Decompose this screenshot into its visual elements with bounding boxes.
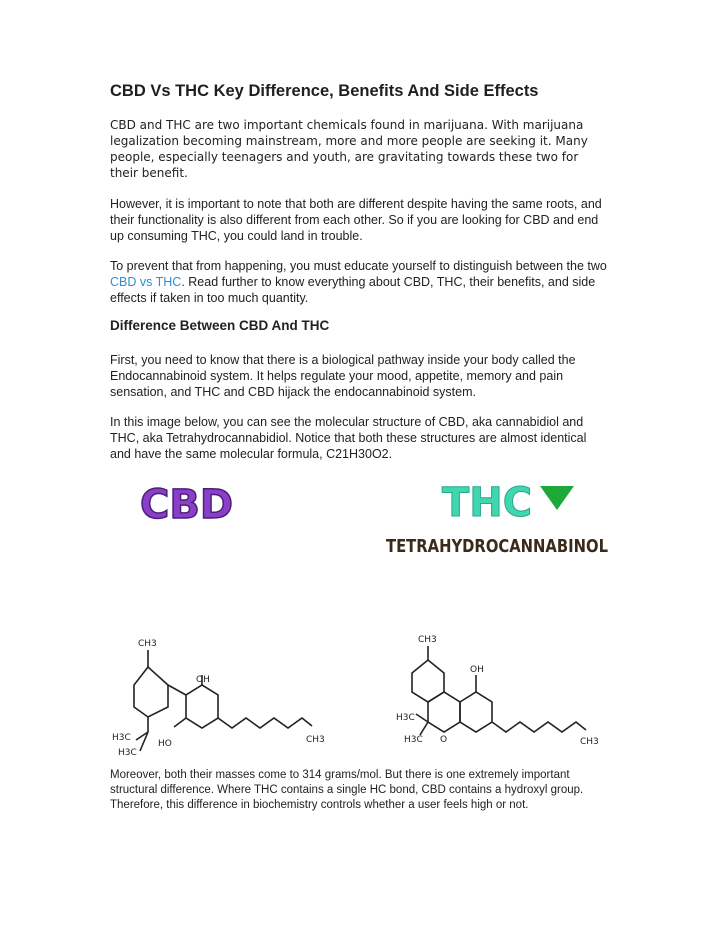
- paragraph-5: In this image below, you can see the molecular structure of CBD, aka cannabidiol and THC, aka Tetrahydrocannabidiol. Notice that both these structures are almost identical and have the same molecular formula, C21H30O2.: [110, 415, 587, 461]
- paragraph-2: However, it is important to note that both are different despite having the same roots, and their functionality is also different from each other. So if you are looking for CBD and end up consuming THC, you could land in trouble.: [110, 197, 602, 243]
- paragraph-3-text-b: . Read further to know everything about CBD, THC, their benefits, and side effects if taken in too much quantity.: [110, 275, 596, 305]
- cbd-vs-thc-link[interactable]: CBD vs THC: [110, 275, 182, 289]
- thc-h3c-a: H3C: [396, 713, 415, 723]
- intro-paragraph: CBD and THC are two important chemicals found in marijuana. With marijuana legalization becoming mainstream, more and more people are seeking it. Many people, especially teenagers and youth, are gravitating towards these two for their benefit.: [110, 118, 588, 180]
- triangle-icon: [540, 486, 574, 510]
- thc-structure: [412, 646, 586, 735]
- thc-o: O: [440, 735, 448, 745]
- article-title: CBD Vs THC Key Difference, Benefits And Side Effects: [110, 82, 539, 100]
- paragraph-3-text-a: To prevent that from happening, you must educate yourself to distinguish between the two: [110, 259, 607, 273]
- thc-label: THC: [442, 480, 533, 526]
- cbd-oh: OH: [196, 675, 210, 685]
- cbd-h3c-a: H3C: [112, 733, 131, 743]
- thc-h3c-b: H3C: [404, 735, 423, 745]
- thc-fullname: TETRAHYDROCANNABINOL: [386, 536, 608, 557]
- paragraph-6: Moreover, both their masses come to 314 grams/mol. But there is one extremely important structural difference. Where THC contains a single HC bond, CBD contains a hydroxyl group. Therefore, this difference in biochemistry controls whether a user feels high or not.: [110, 769, 584, 811]
- paragraph-4: First, you need to know that there is a biological pathway inside your body called the Endocannabinoid system. It helps regulate your mood, appetite, memory and pain sensation, and THC and CBD hijack the endocannabinoid system.: [110, 353, 576, 399]
- cbd-h3c-b: H3C: [118, 748, 137, 758]
- cbd-structure: [134, 650, 312, 751]
- section-heading: Difference Between CBD And THC: [110, 318, 330, 333]
- thc-oh: OH: [470, 665, 484, 675]
- thc-ch3-top: CH3: [418, 635, 437, 645]
- paragraph-3: [110, 258, 610, 306]
- cbd-ch3-end: CH3: [306, 735, 325, 745]
- thc-ch3-end: CH3: [580, 737, 599, 747]
- molecule-image: [100, 470, 620, 760]
- cbd-label: CBD: [140, 482, 234, 528]
- cbd-ho: HO: [158, 739, 172, 749]
- cbd-ch3-top: CH3: [138, 639, 157, 649]
